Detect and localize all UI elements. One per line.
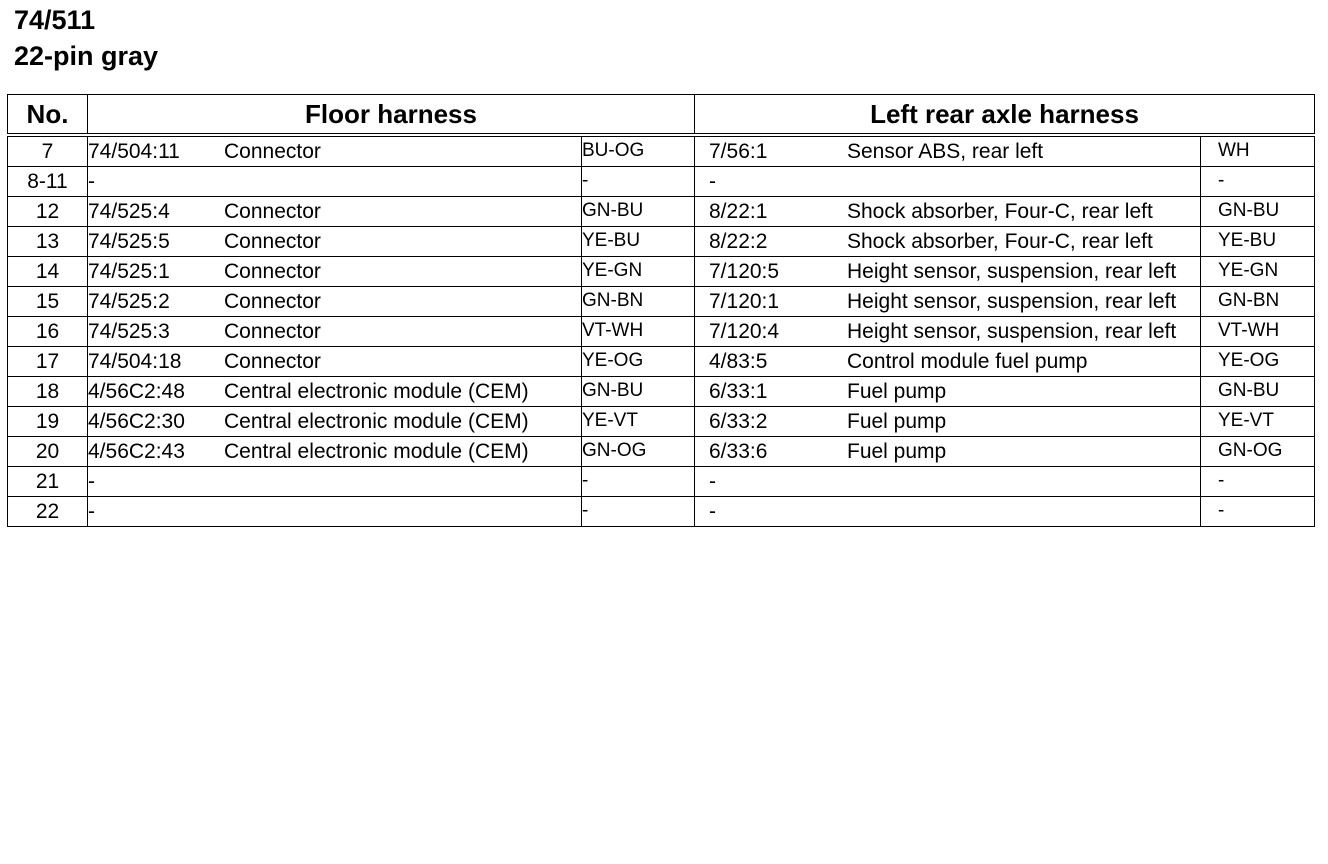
table-header-row [8, 95, 1315, 136]
floor-harness-cell [88, 287, 582, 317]
left-rear-axle-harness-cell [695, 197, 1201, 227]
floor-harness-cell [88, 167, 582, 197]
floor-harness-wire-color: - [582, 497, 695, 527]
floor-harness-code: 74/525:5 [88, 230, 170, 253]
floor-harness-cell [88, 197, 582, 227]
left-rear-axle-harness-code: - [709, 470, 716, 493]
header-floor-harness: Floor harness [88, 95, 695, 136]
left-rear-axle-harness-cell [695, 167, 1201, 197]
floor-harness-wire-color: VT-WH [582, 317, 695, 347]
left-rear-axle-harness-cell [695, 407, 1201, 437]
left-rear-axle-harness-description: Shock absorber, Four-C, rear left [847, 200, 1153, 223]
floor-harness-cell [88, 467, 582, 497]
left-rear-axle-harness-wire-color: - [1201, 467, 1315, 497]
floor-harness-description: Connector [224, 200, 321, 223]
table-row [8, 257, 1315, 287]
table-row [8, 227, 1315, 257]
connector-type: 22-pin gray [14, 41, 159, 71]
left-rear-axle-harness-code: 8/22:2 [709, 230, 768, 253]
floor-harness-code: 74/525:3 [88, 320, 170, 343]
left-rear-axle-harness-cell [695, 317, 1201, 347]
pin-number: 15 [8, 287, 88, 317]
floor-harness-code: 4/56C2:30 [88, 410, 185, 433]
left-rear-axle-harness-wire-color: YE-GN [1201, 257, 1315, 287]
table-row [8, 497, 1315, 527]
left-rear-axle-harness-description: Height sensor, suspension, rear left [847, 260, 1177, 283]
floor-harness-wire-color: - [582, 167, 695, 197]
left-rear-axle-harness-cell [695, 347, 1201, 377]
floor-harness-code: - [88, 470, 95, 493]
pin-number: 17 [8, 347, 88, 377]
table-row [8, 347, 1315, 377]
floor-harness-wire-color: YE-BU [582, 227, 695, 257]
floor-harness-cell [88, 347, 582, 377]
floor-harness-wire-color: - [582, 467, 695, 497]
pin-number: 21 [8, 467, 88, 497]
floor-harness-wire-color: GN-BU [582, 377, 695, 407]
pin-number: 22 [8, 497, 88, 527]
floor-harness-code: 4/56C2:48 [88, 380, 185, 403]
floor-harness-wire-color: BU-OG [582, 135, 695, 167]
floor-harness-code: 74/504:11 [88, 140, 180, 163]
left-rear-axle-harness-code: 6/33:6 [709, 440, 768, 463]
floor-harness-cell [88, 407, 582, 437]
left-rear-axle-harness-wire-color: GN-BN [1201, 287, 1315, 317]
left-rear-axle-harness-code: 7/120:1 [709, 290, 780, 313]
floor-harness-description: Connector [224, 140, 321, 163]
floor-harness-code: 74/525:1 [88, 260, 170, 283]
floor-harness-cell [88, 135, 582, 167]
floor-harness-description: Connector [224, 320, 321, 343]
pin-number: 12 [8, 197, 88, 227]
floor-harness-code: 74/525:4 [88, 200, 170, 223]
left-rear-axle-harness-description: Sensor ABS, rear left [847, 140, 1044, 163]
floor-harness-code: - [88, 170, 95, 193]
left-rear-axle-harness-code: 6/33:1 [709, 380, 768, 403]
left-rear-axle-harness-code: 7/120:4 [709, 320, 780, 343]
left-rear-axle-harness-code: 7/56:1 [709, 140, 768, 163]
pin-number: 16 [8, 317, 88, 347]
table-row [8, 167, 1315, 197]
table-row [8, 197, 1315, 227]
floor-harness-code: 74/525:2 [88, 290, 170, 313]
table-row [8, 287, 1315, 317]
pin-number: 13 [8, 227, 88, 257]
pin-number: 7 [8, 135, 88, 167]
left-rear-axle-harness-code: - [709, 170, 716, 193]
left-rear-axle-harness-wire-color: GN-OG [1201, 437, 1315, 467]
left-rear-axle-harness-description: Fuel pump [847, 410, 947, 433]
table-row [8, 407, 1315, 437]
left-rear-axle-harness-wire-color: WH [1201, 135, 1315, 167]
floor-harness-description: Connector [224, 350, 321, 373]
left-rear-axle-harness-description: Fuel pump [847, 440, 947, 463]
left-rear-axle-harness-code: 7/120:5 [709, 260, 780, 283]
left-rear-axle-harness-description: Height sensor, suspension, rear left [847, 290, 1177, 313]
pin-number: 8-11 [8, 167, 88, 197]
page-title [14, 2, 158, 74]
left-rear-axle-harness-code: 8/22:1 [709, 200, 768, 223]
floor-harness-description: Central electronic module (CEM) [224, 380, 529, 403]
floor-harness-description: Connector [224, 230, 321, 253]
left-rear-axle-harness-description: Height sensor, suspension, rear left [847, 320, 1177, 343]
left-rear-axle-harness-cell [695, 227, 1201, 257]
left-rear-axle-harness-wire-color: GN-BU [1201, 377, 1315, 407]
floor-harness-code: 74/504:18 [88, 350, 182, 373]
left-rear-axle-harness-cell [695, 437, 1201, 467]
floor-harness-wire-color: YE-OG [582, 347, 695, 377]
floor-harness-description: Connector [224, 260, 321, 283]
pin-table [7, 94, 1315, 527]
floor-harness-cell [88, 257, 582, 287]
table-row [8, 437, 1315, 467]
table-row [8, 467, 1315, 497]
floor-harness-cell [88, 317, 582, 347]
floor-harness-cell [88, 437, 582, 467]
floor-harness-description: Central electronic module (CEM) [224, 440, 529, 463]
floor-harness-wire-color: YE-GN [582, 257, 695, 287]
header-no: No. [8, 95, 88, 136]
left-rear-axle-harness-description: Control module fuel pump [847, 350, 1088, 373]
left-rear-axle-harness-wire-color: VT-WH [1201, 317, 1315, 347]
floor-harness-wire-color: GN-OG [582, 437, 695, 467]
left-rear-axle-harness-wire-color: YE-BU [1201, 227, 1315, 257]
left-rear-axle-harness-wire-color: - [1201, 497, 1315, 527]
pin-number: 20 [8, 437, 88, 467]
left-rear-axle-harness-description: Fuel pump [847, 380, 947, 403]
floor-harness-description: Central electronic module (CEM) [224, 410, 529, 433]
connector-code: 74/511 [14, 5, 96, 35]
floor-harness-description: Connector [224, 290, 321, 313]
left-rear-axle-harness-cell [695, 497, 1201, 527]
floor-harness-code: - [88, 500, 95, 523]
floor-harness-cell [88, 227, 582, 257]
table-row [8, 135, 1315, 167]
left-rear-axle-harness-cell [695, 135, 1201, 167]
floor-harness-cell [88, 497, 582, 527]
left-rear-axle-harness-cell [695, 287, 1201, 317]
table-row [8, 377, 1315, 407]
left-rear-axle-harness-code: 6/33:2 [709, 410, 768, 433]
pin-number: 18 [8, 377, 88, 407]
left-rear-axle-harness-wire-color: YE-VT [1201, 407, 1315, 437]
left-rear-axle-harness-wire-color: GN-BU [1201, 197, 1315, 227]
floor-harness-cell [88, 377, 582, 407]
left-rear-axle-harness-code: 4/83:5 [709, 350, 768, 373]
left-rear-axle-harness-cell [695, 377, 1201, 407]
header-left-rear-axle-harness: Left rear axle harness [695, 95, 1315, 136]
table-row [8, 317, 1315, 347]
table-body [8, 135, 1315, 527]
pin-number: 14 [8, 257, 88, 287]
left-rear-axle-harness-cell [695, 467, 1201, 497]
pin-number: 19 [8, 407, 88, 437]
left-rear-axle-harness-wire-color: YE-OG [1201, 347, 1315, 377]
left-rear-axle-harness-description: Shock absorber, Four-C, rear left [847, 230, 1153, 253]
left-rear-axle-harness-cell [695, 257, 1201, 287]
floor-harness-wire-color: GN-BN [582, 287, 695, 317]
floor-harness-code: 4/56C2:43 [88, 440, 185, 463]
left-rear-axle-harness-code: - [709, 500, 716, 523]
left-rear-axle-harness-wire-color: - [1201, 167, 1315, 197]
floor-harness-wire-color: GN-BU [582, 197, 695, 227]
floor-harness-wire-color: YE-VT [582, 407, 695, 437]
